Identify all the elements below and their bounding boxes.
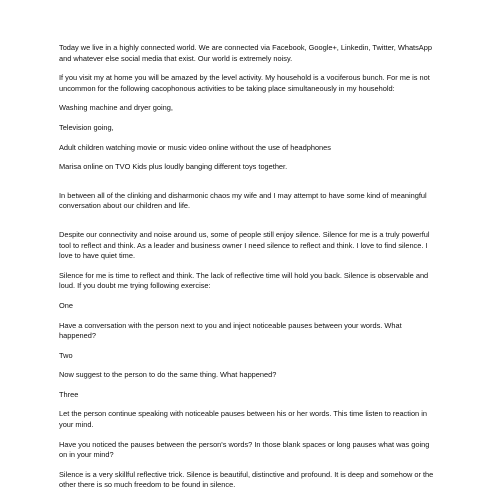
list-item-adult-children: Adult children watching movie or music video online without the use of headphones xyxy=(59,142,331,152)
paragraph-household: If you visit my at home you will be amazed by the level activity. My household is a vociferous bunch. For me is not uncommon for the following cacophonous activities to be taking place simultaneously in my household: xyxy=(59,73,430,93)
paragraph-chaos: In between all of the clinking and disharmonic chaos my wife and I may attempt to have some kind of meaningful conversation about our children and life. xyxy=(59,190,427,211)
paragraph-step-two: Now suggest to the person to do the same thing. What happened? xyxy=(59,370,277,380)
paragraph-connectivity: Despite our connectivity and noise around us, some of people still enjoy silence. Silence for me is a truly powerful tool to reflect and think. As a leader and business owner I need silence to reflect and think. I love to find silence. I love to have quiet time. xyxy=(59,229,430,261)
paragraph-intro: Today we live in a highly connected world. We are connected via Facebook, Google+, Linkedin, Twitter, WhatsApp and whatever else social media that exist. Our world is extremely noisy. xyxy=(59,43,432,63)
list-item-television: Television going, xyxy=(59,122,114,132)
paragraph-step-three: Let the person continue speaking with noticeable pauses between his or her words. This time listen to reaction in your mind. xyxy=(59,409,427,430)
paragraph-step-one: Have a conversation with the person next to you and inject noticeable pauses between your words. What happened? xyxy=(59,320,402,341)
paragraph-pauses: Have you noticed the pauses between the person's words? In those blank spaces or long pauses what was going on in your mind? xyxy=(59,439,430,460)
step-label-one: One xyxy=(59,300,73,310)
list-item-washing-machine: Washing machine and dryer going, xyxy=(59,103,173,113)
list-item-marisa: Marisa online on TVO Kids plus loudly banging different toys together. xyxy=(59,162,288,172)
step-label-three: Three xyxy=(59,389,79,399)
step-label-two: Two xyxy=(59,350,73,360)
paragraph-silence-reflect: Silence for me is time to reflect and think. The lack of reflective time will hold you back. Silence is observable and loud. If you doubt me trying following exercise: xyxy=(59,270,429,291)
paragraph-conclusion: Silence is a very skillful reflective trick. Silence is beautiful, distinctive and profound. It is deep and somehow or the other there is so much freedom to be found in silence. xyxy=(59,469,434,490)
